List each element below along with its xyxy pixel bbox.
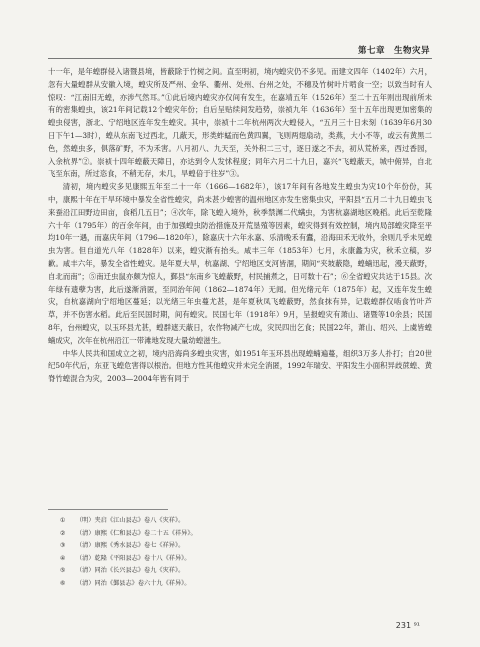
footnote-mark: ② xyxy=(60,529,66,537)
paragraph-2: 清初，境内蝗灾多见康熙五年至二十一年（1666—1682年），该17年间有各地发生蝗虫为灾10个年份份，其中，康熙十年在干旱环境中暴发全省性蝗灾，尚未甚少蝗害的温州地区亦发生密集虫灾，平阳县“五月二十九日蝗虫飞来蚕沿江田野边田亩，食稻几五日”；④次年，除飞蝗入境外，秋季禁渊二代螨虫，为害杭嘉湖地区晚稻。此后至乾隆六十年（1795年）的百余年间，由于加强蝗虫防治措施及开荒垦殖等因素，蝗灾得到有效控制，境内局部蝗灾降至平均10年一遇，而嘉庆年间（1796—1820年），除嘉庆十六年永嘉、乐清晚禾有蠹，沿海田禾无收外，余则几乎未见蝗虫为害。但自道光八年（1828年）以来，蝗灾渐有抬头。咸丰三年（1853年）七月，永康蠡为灾，秋禾立稿，岁歉。咸丰六年，暴发全省性蝗灾。是年夏大旱，杭嘉湖、宁绍地区支河皆涸，期间“夹坡蔽隐，蝗蝻迅起，漫天蔽野，自北而南”；⑤南迁虫鼠亦颇为惊人，鄞县“东南乡飞蝗蔽野，村民捕煮之，日可数十石”；⑥全省蝗灾共达于15县。次年绿有遗孽为害，此后遂渐消匿，至同治年间（1862—1874年）无闻。但光绪元年（1875年）起，又连年发生蝗灾，自杭嘉湖向宁绍地区蔓延；以光绪三年虫蔓尤甚，是年夏秋凤飞蝗蔽野，然食抹有异，记载蝗群仅啮食竹叶芦草，并不伤害水稻。此后至民国时期，间有蝗灾。民国七年（1918年）9月，呈报蝗灾有萧山、诸暨等10余县；民国8年，台州蝗灾，以玉环县尤甚，蝗群遮天蔽日，农作物减产七成，灾民四出乞食；民国22年，萧山、绍兴、上虞皆蝗蝻成灾，次年在杭州沿江一带滩地发现大量幼蝗滋生。 xyxy=(48,182,432,345)
footnote xyxy=(60,578,197,591)
footnote-mark: ⑥ xyxy=(60,579,66,587)
paragraph-3: 中华人民共和国成立之初，境内沿海尚多蝗虫灾害，如1951年玉环县出现蝗蝻遍蔓，组织3万多人扑打；自20世纪50年代后，东亚飞蝗危害得以根治。但地方性其他蝗灾并未完全消匿，1992年瑞安、平阳发生小面积异歧蔗蝗、黄脊竹蝗混合为灾，2003—2004年皆有同于 xyxy=(48,348,432,384)
footnote-text: （清）同治《长兴县志》卷九《灾祥》。 xyxy=(76,567,185,575)
footnote-rule xyxy=(48,509,168,510)
footnote-text: （清）康熙《仁和县志》卷二十五《祥异》。 xyxy=(76,529,197,537)
footnote-mark: ③ xyxy=(60,542,66,550)
footnote xyxy=(60,540,197,553)
body-text xyxy=(48,66,432,386)
footnote-mark: ⑤ xyxy=(60,567,66,575)
footnote-text: （清）乾隆《平阳县志》卷十八《祥异》。 xyxy=(76,554,191,562)
header-rule xyxy=(48,58,432,59)
footnote-text: （明）夹启《江山县志》卷八《灾祥》。 xyxy=(76,517,185,524)
footnote-mark: ① xyxy=(60,517,66,524)
running-head: 第七章 生物灾异 xyxy=(357,46,430,56)
page-number: 231 ⁹¹ xyxy=(395,621,420,630)
footnotes xyxy=(60,515,197,591)
footnote-text: （清）康熙《秀水县志》卷七《祥异》。 xyxy=(76,542,185,550)
footnote xyxy=(60,553,197,566)
paragraph-1: 十一年，是年蝗群侵入诸暨县境，皆蔽除于竹树之间。直至明初，境内蝗灾仍不多见。而建文四年（1402年）六月，忽有大量蝗群从安徽入境，蝗灾所及严州、金华、衢州、处州、台州之处，不穗及竹树叶片啃食一空；以致当时有人惊叹：“江南旧无蝗，亦涉气然耳。”①此后境内蝗灾亦仅间有发生，在嘉靖五年（1526年）至二十五年则出现前所未有的密集蝗虫，该21年间记载12个蝗灾年份；自后呈贴续间发趋势，崇祯九年（1636年）至十五年出现更加密集的蝗虫侵害，浙北、宁绍地区连年发生蝗灾。其中，崇祯十二年杭州两次大蝗侵入，“五月三十日未刻（1639年6月30日下午1—3时），蝗从东南飞过西北，几蔽天，形类蚱蜢而色黄四翼，飞则两翅扇动，类燕，大小不等，或云有黄黑二色，然蝗虫多，俱落矿野，不为禾害。八月初八、九天至，关外积二三寸，逐日遂之不去，初从荒桥来，西过香园，入余杭界”②。崇祯十四年蝗蔽天障日，亦达到令人发怵程度；同年六月二十九日，嘉兴“飞蝗蔽天，城中俯异，自北飞至东南，所过恣食，不稍无存，未几，旱蝗倍于往岁”③。 xyxy=(48,67,432,179)
footnote xyxy=(60,565,197,578)
footnote-text: （清）同治《鄞县志》卷六十九《祥异》。 xyxy=(76,579,191,587)
footnote xyxy=(60,528,197,541)
footnote-mark: ④ xyxy=(60,554,66,562)
footnote xyxy=(60,515,197,528)
